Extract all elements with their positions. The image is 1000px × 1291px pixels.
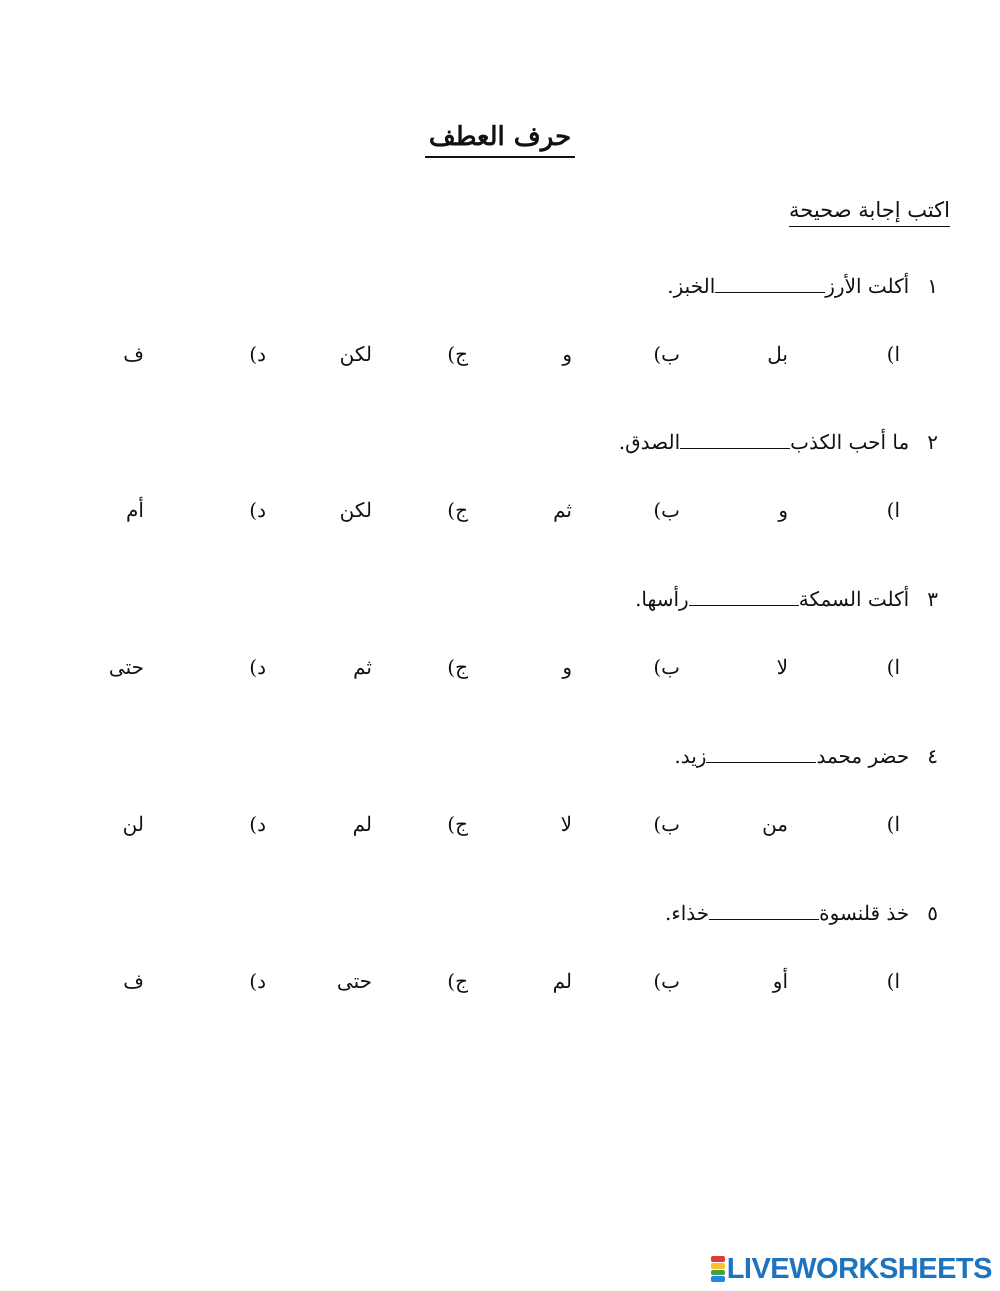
liveworksheets-mark-icon <box>711 1256 725 1282</box>
answer-blank[interactable] <box>680 447 790 449</box>
option-label-d: د) <box>249 812 266 836</box>
option-label-d: د) <box>249 655 266 679</box>
option-d[interactable]: ف <box>123 969 144 993</box>
question-5 <box>665 901 938 925</box>
option-label-d: د) <box>249 342 266 366</box>
option-label-b: ب) <box>653 969 680 993</box>
question-text-before: خذ قلنسوة <box>819 901 910 925</box>
question-text-before: حضر محمد <box>816 744 910 768</box>
mark-bar-red <box>711 1256 725 1262</box>
option-label-d: د) <box>249 498 266 522</box>
option-a[interactable]: من <box>762 812 788 836</box>
answer-blank[interactable] <box>709 918 819 920</box>
option-b[interactable]: لم <box>552 969 572 993</box>
option-b[interactable]: و <box>562 342 572 366</box>
mark-bar-blue <box>711 1276 725 1282</box>
option-c[interactable]: ثم <box>353 655 372 679</box>
option-a[interactable]: و <box>778 498 788 522</box>
option-c[interactable]: لكن <box>339 498 372 522</box>
option-label-d: د) <box>249 969 266 993</box>
question-2 <box>619 430 938 454</box>
answer-blank[interactable] <box>689 604 799 606</box>
question-text-after: الصدق. <box>618 430 681 454</box>
answer-blank[interactable] <box>706 761 816 763</box>
question-1 <box>667 274 938 298</box>
option-label-b: ب) <box>653 812 680 836</box>
option-d[interactable]: أم <box>126 498 144 522</box>
option-a[interactable]: بل <box>767 342 788 366</box>
option-label-c: ج) <box>447 498 468 522</box>
option-label-a: ا) <box>886 969 900 993</box>
option-c[interactable]: لم <box>352 812 372 836</box>
option-label-a: ا) <box>886 655 900 679</box>
option-d[interactable]: حتى <box>108 655 144 679</box>
liveworksheets-logo <box>711 1252 992 1286</box>
brand-name: LIVEWORKSHEETS <box>726 1252 992 1285</box>
option-c[interactable]: لكن <box>339 342 372 366</box>
question-text-before: أكلت الأرز <box>825 274 910 298</box>
option-label-a: ا) <box>886 812 900 836</box>
question-text-after: رأسها. <box>635 587 689 611</box>
option-a[interactable]: أو <box>772 969 788 993</box>
question-number: ٣ <box>927 587 938 611</box>
option-b[interactable]: و <box>562 655 572 679</box>
option-label-a: ا) <box>886 342 900 366</box>
worksheet-title: حرف العطف <box>0 122 1000 158</box>
option-label-c: ج) <box>447 812 468 836</box>
question-3 <box>635 587 938 611</box>
question-text-before: ما أحب الكذب <box>790 430 910 454</box>
answer-blank[interactable] <box>715 291 825 293</box>
instruction-text: اكتب إجابة صحيحة <box>789 198 950 227</box>
option-label-c: ج) <box>447 342 468 366</box>
option-label-c: ج) <box>447 655 468 679</box>
mark-bar-yellow <box>711 1263 725 1269</box>
question-text-before: أكلت السمكة <box>798 587 910 611</box>
option-label-b: ب) <box>653 498 680 522</box>
question-text-after: زيد. <box>674 744 707 768</box>
option-d[interactable]: لن <box>122 812 144 836</box>
question-text-after: خذاء. <box>664 901 710 925</box>
question-number: ٤ <box>927 744 938 768</box>
question-number: ٥ <box>927 901 938 925</box>
option-a[interactable]: لا <box>776 655 788 679</box>
option-label-b: ب) <box>653 342 680 366</box>
question-4 <box>674 744 938 768</box>
option-label-b: ب) <box>653 655 680 679</box>
option-c[interactable]: حتى <box>336 969 372 993</box>
option-d[interactable]: ف <box>123 342 144 366</box>
question-number: ١ <box>927 274 938 298</box>
question-number: ٢ <box>927 430 938 454</box>
mark-bar-green <box>711 1270 725 1276</box>
option-b[interactable]: لا <box>560 812 572 836</box>
option-b[interactable]: ثم <box>553 498 572 522</box>
option-label-c: ج) <box>447 969 468 993</box>
option-label-a: ا) <box>886 498 900 522</box>
question-text-after: الخبز. <box>667 274 716 298</box>
